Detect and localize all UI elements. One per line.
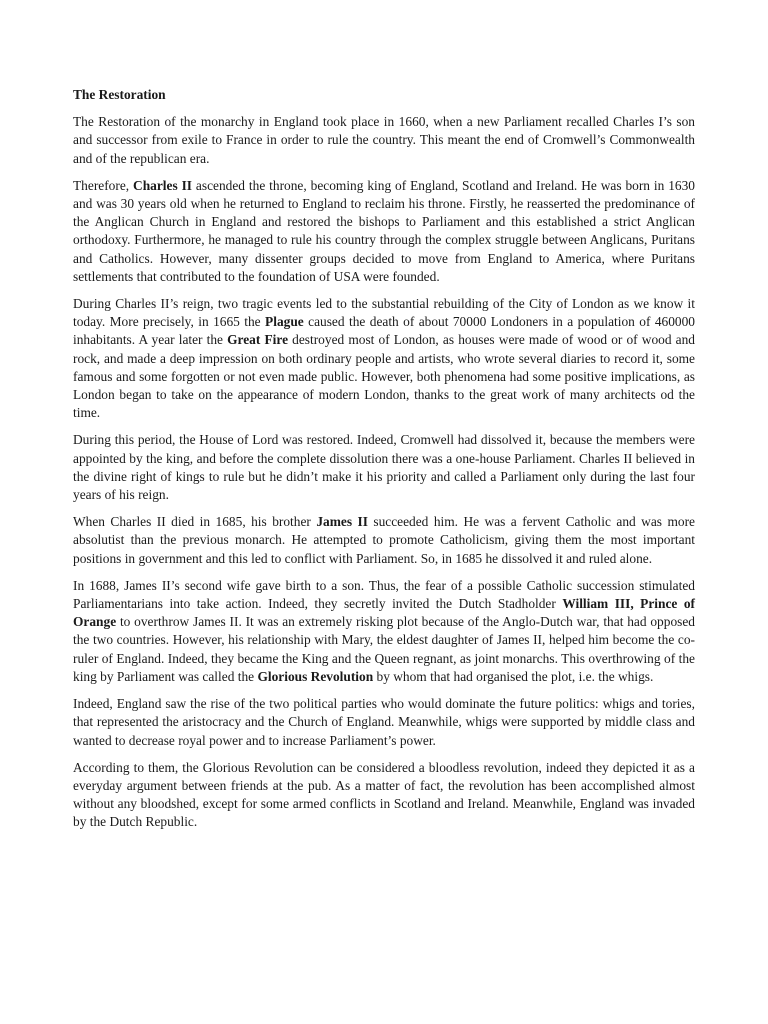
paragraph-bloodless-revolution [73, 759, 695, 832]
paragraph-political-parties [73, 695, 695, 750]
bold-term: William III, Prince of Orange [73, 596, 695, 630]
paragraph-glorious-revolution [73, 577, 695, 686]
bold-term: Great Fire [227, 332, 289, 348]
paragraph-james-ii [73, 513, 695, 568]
bold-term: Charles II [133, 177, 193, 193]
paragraph-text: Therefore, [73, 177, 134, 193]
paragraph-plague-fire [73, 295, 695, 422]
paragraph-text: by whom that had organised the plot, i.e. the whigs. [373, 668, 654, 684]
paragraph-text: According to them, the Glorious Revolution can be considered a bloodless revolution, indeed they depicted it as a everyday argument between friends at the pub. As a matter of fact, the revolution has been accomplished almost without any bloodshed, except for some armed conflicts in Scotland and Ireland. Meanwhile, England was invaded by the Dutch Republic. [73, 759, 695, 830]
paragraph-text: destroyed most of London, as houses were made of wood or of wood and rock, and made a deep impression on both ordinary people and artists, who wrote several diaries to record it, some famous and some forgotten or not even made public. However, both phenomena had some positive implications, as London began to take on the appearance of modern London, thanks to the great work of many architects od the time. [73, 332, 695, 421]
paragraph-house-of-lords [73, 431, 695, 504]
paragraph-text: Indeed, England saw the rise of the two political parties who would dominate the future politics: whigs and tories, that represented the aristocracy and the Church of England. Meanwhile, whigs were supported by middle class and wanted to decrease royal power and to increase Parliament’s power. [73, 696, 695, 748]
paragraph-restoration [73, 113, 695, 168]
paragraph-text: During Charles II’s reign, two tragic events led to the substantial rebuilding of the City of London as we know it today. More precisely, in 1665 the [73, 296, 695, 330]
paragraph-text: During this period, the House of Lord was restored. Indeed, Cromwell had dissolved it, because the members were appointed by the king, and before the complete dissolution there was a one-house Parliament. Charles II believed in the divine right of kings to rule but he didn’t make it his priority and called a Parliament only during the last four years of his reign. [73, 432, 695, 503]
paragraph-text: caused the death of about 70000 Londoners in a population of 460000 inhabitants. A year later the [73, 314, 696, 348]
document-title: The Restoration [73, 87, 166, 102]
bold-term: James II [316, 514, 368, 530]
paragraph-text: In 1688, James II’s second wife gave birth to a son. Thus, the fear of a possible Catholic succession stimulated Parliamentarians into take action. Indeed, they secretly invited the Dutch Stadholder [73, 577, 695, 612]
document-page [73, 86, 695, 841]
paragraph-text: to overthrow James II. It was an extremely risking plot because of the Anglo-Dutch war, that had opposed the two countries. However, his relationship with Mary, the eldest daughter of James II, helped him become the co-ruler of England. Indeed, they became the King and the Queen regnant, as joint monarchs. This overthrowing of the king by Parliament was called the [73, 614, 695, 684]
paragraph-text: When Charles II died in 1685, his brother [73, 514, 317, 530]
bold-term: Plague [265, 314, 304, 330]
bold-term: Glorious Revolution [257, 668, 374, 684]
paragraph-text: succeeded him. He was a fervent Catholic and was more absolutist than the previous monarch. He attempted to promote Catholicism, giving them the most important positions in government and this led to conflict with Parliament. So, in 1685 he dissolved it and ruled alone. [73, 514, 695, 566]
paragraph-text: ascended the throne, becoming king of England, Scotland and Ireland. He was born in 1630 and was 30 years old when he returned to England to reclaim his throne. Firstly, he reasserted the predominance of the Anglican Church in England and restored the bishops to Parliament and this established a strict Anglican orthodoxy. Furthermore, he managed to rule his country through the complex struggle between Anglicans, Puritans and Catholics. However, many dissenter groups decided to move from England to America, where Puritans settlements that contributed to the foundation of USA were founded. [73, 177, 696, 284]
paragraph-text: The Restoration of the monarchy in England took place in 1660, when a new Parliament recalled Charles I’s son and successor from exile to France in order to rule the country. This meant the end of Cromwell’s Commonwealth and of the republican era. [73, 114, 695, 166]
paragraph-charles-ii [73, 177, 695, 286]
